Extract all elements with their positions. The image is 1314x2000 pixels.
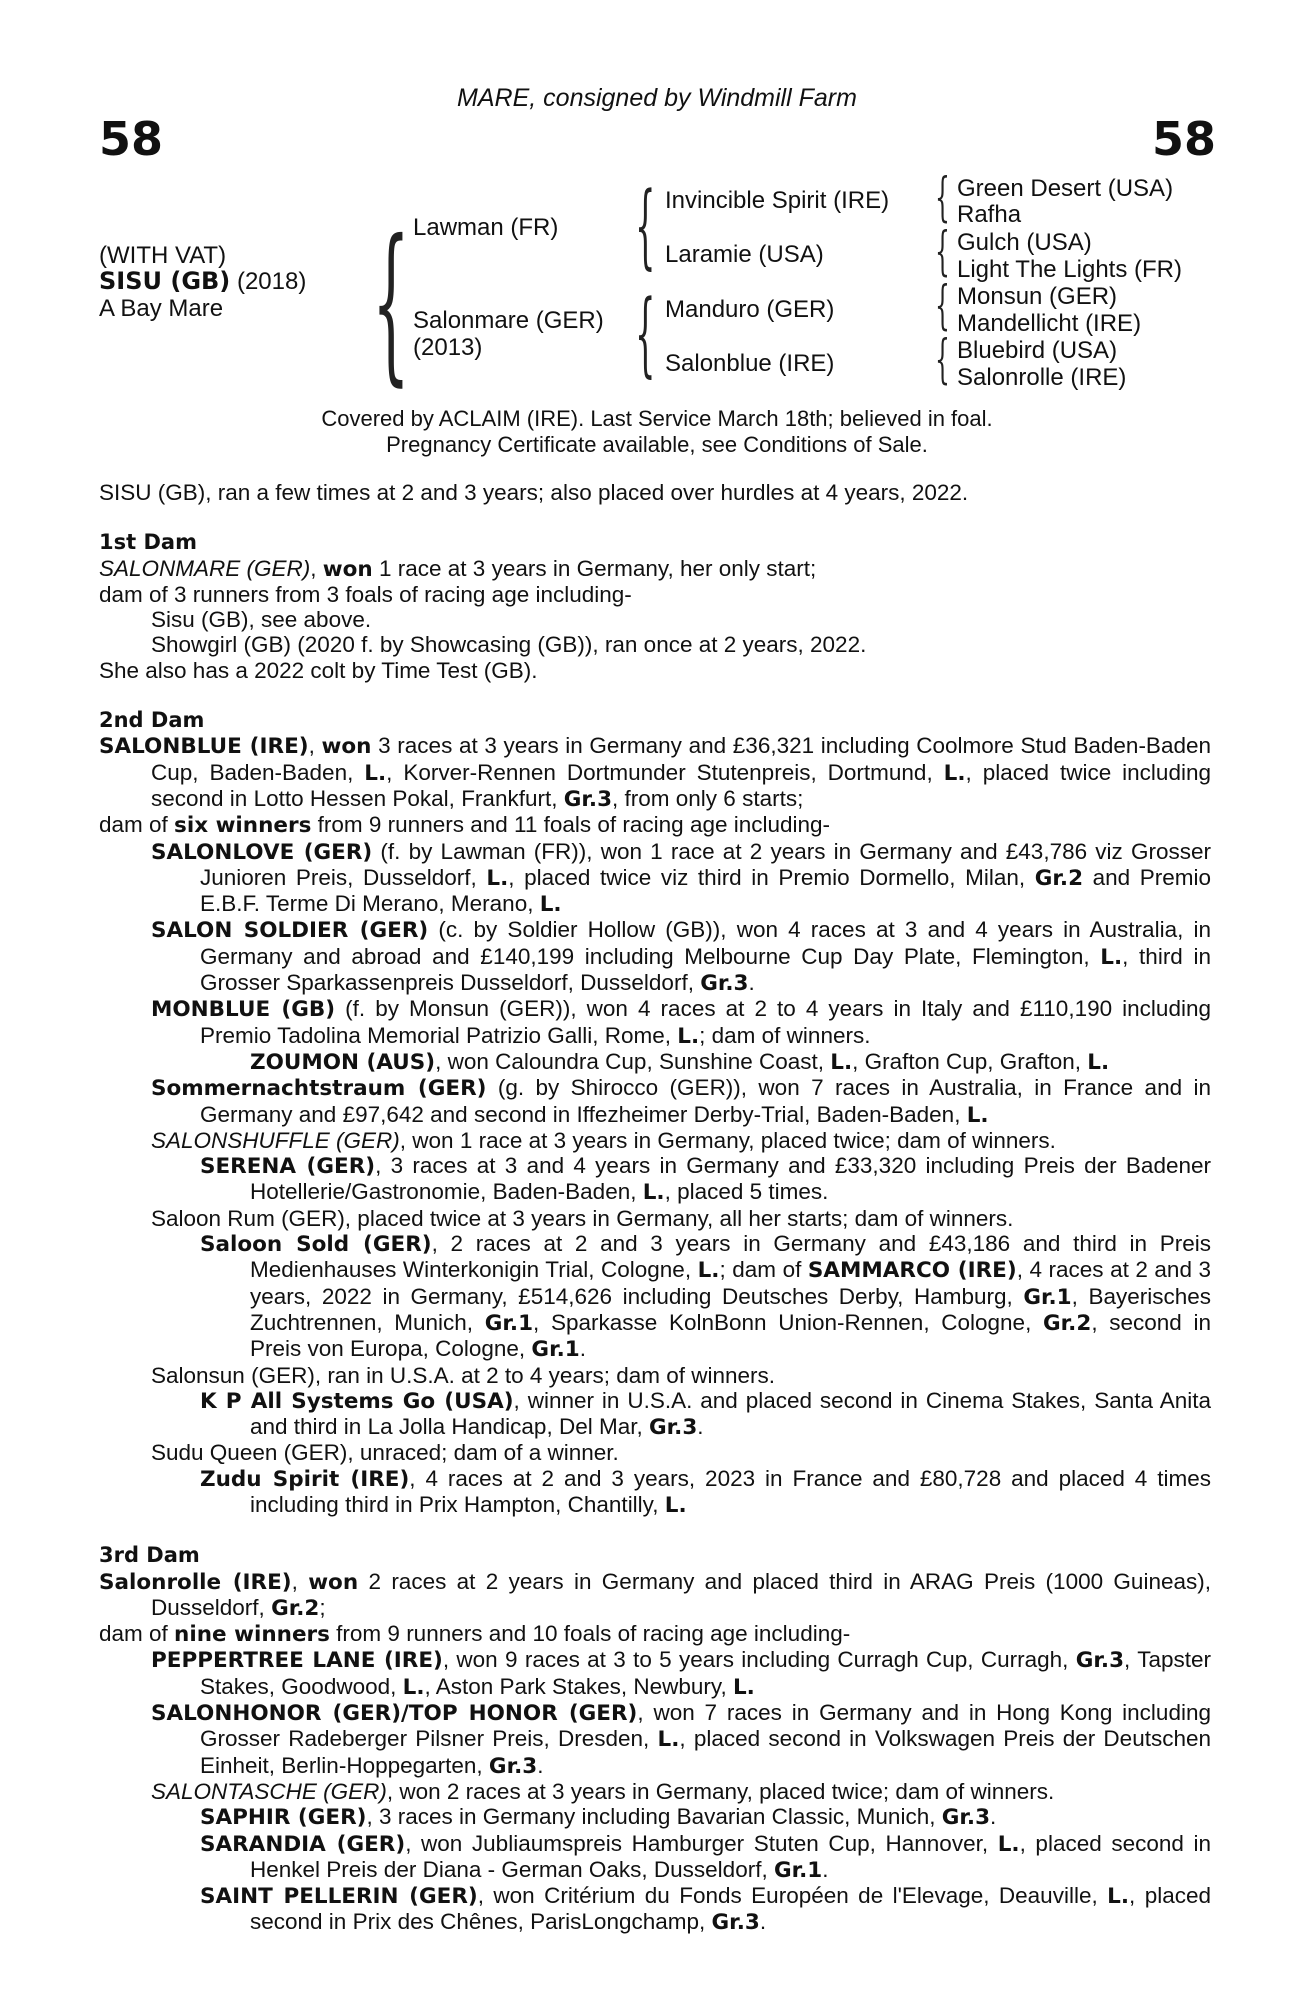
dam1-line-3: Sisu (GB), see above. (151, 607, 372, 633)
dam3-produce-summary (99, 1621, 1211, 1647)
text-run: Saloon Rum (GER), placed twice at 3 years in Germany, all her starts; dam of winners. (151, 1205, 1014, 1231)
dam2-entry (99, 733, 1211, 812)
horse-name: SISU (GB) (99, 267, 231, 295)
dam3-entry (99, 1569, 1211, 1622)
produce-entry (99, 1231, 1211, 1362)
produce-entry (151, 1440, 1211, 1465)
text-run: , won 2 races at 3 years in Germany, placed twice; dam of winners. (386, 1778, 1055, 1804)
pedigree-gen3-4: Salonblue (IRE) (665, 350, 835, 377)
bold-text: six winners (174, 813, 312, 839)
dam1-line-1: SALONMARE (GER), won 1 race at 3 years in Germany, her only start; (99, 555, 817, 582)
pedigree-brace-dam: { (635, 280, 656, 387)
bold-text: Gr.3 (711, 1910, 760, 1936)
text-run: and Premio E.B.F. Terme Di Merano, Merano, (200, 864, 1212, 917)
produce-entry (99, 839, 1211, 918)
text-run: , won Caloundra Cup, Sunshine Coast, (435, 1048, 831, 1074)
text-run: , second in Preis von Europa, Cologne, (250, 1309, 1211, 1362)
bold-text: Gr.3 (941, 1805, 991, 1831)
bold-text: L. (830, 1049, 853, 1075)
produce-entry (99, 1153, 1211, 1206)
text-run: , winner in U.S.A. and placed second in Cinema Stakes, Santa Anita and third in La Jolla Handicap, Del Mar, (250, 1387, 1211, 1440)
text-run: , 4 races at 2 and 3 years, 2023 in France and £80,728 and placed 4 times including third in Prix Hampton, Chantilly, (250, 1465, 1212, 1517)
italic-text: SALONTASCHE (GER) (151, 1778, 387, 1804)
text-run: (f. by Lawman (FR)), won 1 race at 2 years in Germany and £43,786 viz Grosser Junioren Preis, Dusseldorf, (200, 838, 1211, 890)
text-run: , Aston Park Stakes, Newbury, (424, 1673, 733, 1699)
bold-text: L. (966, 1102, 989, 1128)
text-run: , Korver-Rennen Dortmunder Stutenpreis, Dortmund, (386, 759, 944, 785)
section-heading-3rd-dam: 3rd Dam (99, 1543, 200, 1568)
text-run: 2 races at 2 years in Germany and placed third in ARAG Preis (1000 Guineas), Dusseldorf, (151, 1568, 1211, 1620)
bold-text: SALONLOVE (GER) (151, 839, 373, 865)
bold-text: Saloon Sold (GER) (200, 1232, 432, 1258)
sire-name: Lawman (FR) (413, 214, 559, 241)
pedigree-gen4-8: Salonrolle (IRE) (957, 364, 1127, 391)
pedigree-brace-g4-2: { (935, 222, 950, 282)
text-run: . (697, 1414, 704, 1440)
bold-text: Gr.3 (700, 971, 749, 997)
bold-text: Gr.2 (1043, 1310, 1092, 1336)
dam2-produce-summary (99, 812, 1211, 838)
text-run: , Grafton Cup, Grafton, (852, 1048, 1088, 1074)
text-run: , Bayerisches Zuchtrennen, Munich, (250, 1283, 1212, 1335)
bold-text: Salonrolle (IRE) (99, 1569, 292, 1595)
pedigree-gen4-5: Monsun (GER) (957, 283, 1118, 310)
dam1-line-2: dam of 3 runners from 3 foals of racing age including- (99, 581, 632, 607)
produce-entry (99, 917, 1211, 996)
horse-description: A Bay Mare (99, 295, 224, 322)
lot-number-right: 58 (1151, 112, 1216, 166)
text-run: , (308, 733, 322, 759)
lot-number-left: 58 (99, 112, 164, 166)
dam1-line-5: She also has a 2022 colt by Time Test (GB). (99, 657, 538, 683)
text-run: dam of (99, 1621, 175, 1647)
bold-text: L. (657, 1727, 680, 1753)
text-run: (f. by Monsun (GER)), won 4 races at 2 to 4 years in Italy and £110,190 including Premio Tadolina Memorial Patrizio Galli, Rome, (200, 996, 1211, 1048)
pedigree-gen4-7: Bluebird (USA) (957, 337, 1118, 364)
section-heading-2nd-dam: 2nd Dam (99, 708, 205, 733)
bold-text: Gr.3 (648, 1415, 698, 1441)
text-run: , placed second in Prix des Chênes, ParisLongchamp, (250, 1883, 1211, 1935)
text-run: , Sparkasse KolnBonn Union-Rennen, Cologne, (533, 1309, 1043, 1335)
produce-entry (99, 996, 1211, 1049)
bold-text: Gr.3 (488, 1753, 538, 1779)
produce-entry (151, 1206, 1211, 1231)
bold-text: L. (697, 1258, 720, 1284)
bold-text: L. (1100, 944, 1123, 970)
bold-text: Gr.1 (1023, 1284, 1072, 1310)
bold-text: won (321, 734, 372, 760)
text-run: , won 9 races at 3 to 5 years including Curragh Cup, Curragh, (442, 1647, 1076, 1673)
pedigree-gen4-1: Green Desert (USA) (957, 175, 1174, 202)
text-run: (g. by Shirocco (GER)), won 7 races in Australia, in France and in Germany and £97,642 and second in Iffezheimer Derby-Trial, Baden-Baden, (200, 1075, 1211, 1127)
horse-year: (2018) (236, 268, 307, 295)
text-run: , from only 6 starts; (612, 785, 804, 811)
bold-text: Gr.3 (563, 786, 613, 812)
text-run: , placed twice viz third in Premio Dormello, Milan, (508, 864, 1035, 890)
bold-text: L. (664, 1492, 687, 1518)
bold-text: K P All Systems Go (USA) (200, 1388, 514, 1414)
bold-text: Gr.1 (773, 1857, 823, 1883)
bold-text: SALON SOLDIER (GER) (151, 918, 429, 944)
section-heading-1st-dam: 1st Dam (99, 530, 197, 555)
bold-text: L. (1107, 1884, 1130, 1910)
text-run: . (759, 1909, 767, 1935)
produce-entry (200, 1804, 1211, 1830)
covered-line-2: Pregnancy Certificate available, see Conditions of Sale. (386, 432, 928, 457)
produce-entry (151, 1128, 1211, 1153)
horse-name-line (99, 268, 306, 295)
pedigree-gen4-3: Gulch (USA) (957, 229, 1092, 256)
text-run: ; (319, 1594, 326, 1620)
produce-entry (99, 1831, 1211, 1884)
pedigree-brace-g4-4: { (935, 330, 950, 390)
bold-text: Gr.2 (271, 1595, 320, 1621)
text-run: (c. by Soldier Hollow (GB)), won 4 races at 3 and 4 years in Australia, in Germany and abroad and £140,199 including Melbourne Cup Day Plate, Flemington, (200, 917, 1211, 969)
bold-text: SAMMARCO (IRE) (807, 1258, 1017, 1284)
bold-text: SAPHIR (GER) (200, 1805, 367, 1831)
pedigree-gen4-6: Mandellicht (IRE) (957, 310, 1142, 337)
produce-entry (99, 1647, 1211, 1700)
pedigree-brace-g4-1: { (935, 168, 950, 228)
text-run: , won Critérium du Fonds Européen de l'Elevage, Deauville, (477, 1883, 1108, 1909)
bold-text: L. (997, 1831, 1020, 1857)
bold-text: L. (486, 865, 509, 891)
bold-text: Gr.2 (1034, 865, 1084, 891)
text-run: , placed second in Volkswagen Preis der Deutschen Einheit, Berlin-Hoppegarten, (200, 1726, 1211, 1778)
text-run: , won 1 race at 3 years in Germany, placed twice; dam of winners. (399, 1127, 1056, 1153)
bold-text: L. (677, 1023, 700, 1049)
text-run: , (291, 1568, 309, 1594)
pedigree-gen4-2: Rafha (957, 201, 1022, 228)
bold-text: Gr.1 (531, 1337, 580, 1363)
text-run: Sudu Queen (GER), unraced; dam of a winner. (151, 1440, 619, 1466)
text-run: , 4 races at 2 and 3 years, 2022 in Germany, £514,626 including Deutsches Derby, Hamburg, (250, 1257, 1212, 1309)
pedigree-brace-main: { (372, 204, 410, 402)
bold-text: PEPPERTREE LANE (IRE) (151, 1648, 443, 1674)
dam1-record: 1 race at 3 years in Germany, her only start; (372, 555, 817, 581)
race-summary: SISU (GB), ran a few times at 2 and 3 years; also placed over hurdles at 4 years, 2022. (99, 480, 969, 505)
text-run: , 2 races at 2 and 3 years in Germany and £43,186 and third in Preis Medienhauses Winterkonigin Trial, Cologne, (250, 1231, 1211, 1283)
produce-entry (250, 1049, 1211, 1075)
bold-text: Gr.3 (1075, 1648, 1125, 1674)
produce-entry (99, 1883, 1211, 1936)
bold-text: L. (732, 1674, 755, 1700)
pedigree-gen3-2: Laramie (USA) (665, 241, 824, 268)
pedigree-brace-sire: { (635, 172, 656, 279)
dam1-line-4: Showgirl (GB) (2020 f. by Showcasing (GB)), ran once at 2 years, 2022. (151, 632, 867, 658)
bold-text: Zudu Spirit (IRE) (200, 1466, 410, 1492)
text-run: . (579, 1336, 586, 1362)
bold-text: SARANDIA (GER) (200, 1831, 406, 1857)
bold-text: SALONBLUE (IRE) (99, 734, 309, 760)
pedigree-gen3-1: Invincible Spirit (IRE) (665, 187, 890, 214)
text-run: from 9 runners and 11 foals of racing age including- (311, 812, 831, 838)
bold-text: nine winners (174, 1622, 330, 1648)
text-run: ; dam of (719, 1257, 808, 1283)
pedigree-gen4-4: Light The Lights (FR) (957, 256, 1182, 283)
dam-name: Salonmare (GER) (413, 307, 604, 334)
bold-text: SAINT PELLERIN (GER) (200, 1884, 478, 1910)
dam-year: (2013) (413, 334, 483, 361)
text-run: 3 races at 3 years in Germany and £36,321 including Coolmore Stud Baden-Baden Cup, Baden-Baden, (151, 733, 1211, 785)
bold-text: L. (1087, 1049, 1110, 1075)
text-run: , placed second in Henkel Preis der Diana - German Oaks, Dusseldorf, (250, 1830, 1212, 1882)
produce-entry (151, 1779, 1211, 1804)
bold-text: SALONHONOR (GER)/TOP HONOR (GER) (151, 1701, 638, 1727)
bold-text: ZOUMON (AUS) (250, 1049, 436, 1075)
vat-label: (WITH VAT) (99, 242, 227, 269)
text-run: , placed twice including second in Lotto Hessen Pokal, Frankfurt, (151, 759, 1211, 811)
bold-text: L. (364, 760, 387, 786)
covered-line-1: Covered by ACLAIM (IRE). Last Service March 18th; believed in foal. (321, 406, 993, 431)
produce-entry (99, 1388, 1211, 1441)
bold-text: L. (539, 892, 562, 918)
text-run: , Tapster Stakes, Goodwood, (200, 1647, 1211, 1699)
bold-text: won (308, 1569, 359, 1595)
text-run: dam of (99, 812, 175, 838)
text-run: from 9 runners and 10 foals of racing age including- (329, 1621, 851, 1647)
produce-entry (99, 1466, 1211, 1519)
text-run: , won Jubliaumspreis Hamburger Stuten Cup, Hannover, (405, 1830, 998, 1856)
bold-text: Sommernachtstraum (GER) (151, 1076, 487, 1102)
pedigree-brace-g4-3: { (935, 276, 950, 336)
text-run: . (990, 1804, 997, 1830)
bold-text: L. (943, 760, 966, 786)
text-run: ; dam of winners. (699, 1022, 871, 1048)
bold-text: L. (642, 1180, 665, 1206)
bold-text: SERENA (GER) (200, 1154, 376, 1180)
italic-text: SALONSHUFFLE (GER) (151, 1127, 400, 1153)
text-run: , third in Grosser Sparkassenpreis Dusseldorf, Dusseldorf, (200, 943, 1211, 996)
catalogue-body (99, 480, 1211, 1936)
text-run: . (748, 970, 755, 996)
text-run: , 3 races in Germany including Bavarian Classic, Munich, (366, 1804, 942, 1830)
text-run: , won 7 races in Germany and in Hong Kong including Grosser Radeberger Pilsner Preis, Dresden, (200, 1700, 1211, 1752)
produce-entry (99, 1700, 1211, 1779)
bold-text: MONBLUE (GB) (151, 997, 336, 1023)
pedigree-gen3-3: Manduro (GER) (665, 296, 835, 323)
text-run: , placed 5 times. (664, 1179, 829, 1205)
text-run: . (537, 1752, 544, 1778)
produce-entry (99, 1075, 1211, 1128)
text-run: . (822, 1856, 829, 1882)
text-run: , 3 races at 3 and 4 years in Germany and £33,320 including Preis der Badener Hotellerie/Gastronomie, Baden-Baden, (250, 1153, 1211, 1205)
text-run: Salonsun (GER), ran in U.S.A. at 2 to 4 years; dam of winners. (151, 1362, 776, 1388)
dam1-won: won (322, 556, 373, 582)
produce-entry (151, 1363, 1211, 1388)
page-title: MARE, consigned by Windmill Farm (457, 84, 857, 112)
bold-text: Gr.1 (484, 1310, 534, 1336)
dam1-name: SALONMARE (GER) (99, 555, 311, 581)
bold-text: L. (402, 1674, 425, 1700)
